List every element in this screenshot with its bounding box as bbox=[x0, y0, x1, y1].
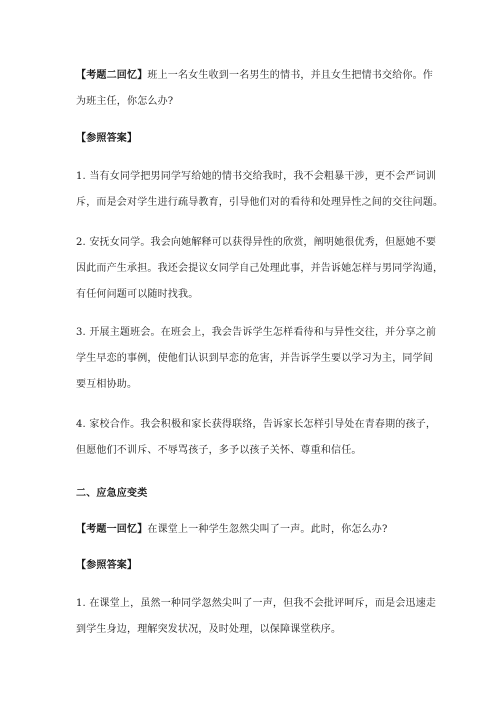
question-line bbox=[76, 517, 436, 543]
question-text: 在课堂上一种学生忽然尖叫了一声。此时，你怎么办? bbox=[147, 524, 388, 535]
question-line-1 bbox=[76, 63, 436, 89]
section-heading: 二、应急应变类 bbox=[76, 488, 148, 499]
question-label: 【考题一回忆】 bbox=[76, 524, 148, 535]
question-one-recall bbox=[76, 517, 436, 543]
answer-item-3: 3. 开展主题班会。在班会上，我会告诉学生怎样看待和与异性交往，并分享之前 学生早恋的事例，使他们认识到早恋的危害，并告诉学生要以学习为主，同学间 要互相协助。 bbox=[76, 327, 437, 390]
question-label: 【考题二回忆】 bbox=[76, 70, 148, 81]
answer-item-4: 4. 家校合作。我会积极和家长获得联络，告诉家长怎样引导处在青春期的孩子， 但愿他们不训斥、不辱骂孩子，多予以孩子关怀、尊重和信任。 bbox=[76, 419, 437, 456]
answer-item-2: 2. 安抚女同学。我会向她解释可以获得异性的欣赏，阐明她很优秀，但愿她不要 因此而产生承担。我还会提议女同学自己处理此事，并告诉她怎样与男同学沟通， 有任何问题可以随时找我。 bbox=[76, 237, 444, 300]
question-two-recall bbox=[76, 63, 436, 115]
answer-item-b1: 1. 在课堂上，虽然一种同学忽然尖叫了一声，但我不会批评呵斥，而是会迅速走 到学生身边，理解突发状况，及时处理，以保障课堂秩序。 bbox=[76, 598, 437, 635]
reference-answer-heading: 【参照答案】 bbox=[76, 560, 138, 571]
question-text: 班上一名女生收到一名男生的情书，并且女生把情书交给你。作 bbox=[147, 70, 434, 81]
question-line-2: 为班主任，你怎么办? bbox=[76, 96, 174, 107]
answer-item-1: 1. 当有女同学把男同学写给她的情书交给我时，我不会粗暴干涉，更不会严词训 斥，而是会对学生进行疏导教育，引导他们对的看待和处理异性之间的交往问题。 bbox=[76, 171, 444, 208]
reference-answer-heading: 【参照答案】 bbox=[76, 133, 138, 144]
